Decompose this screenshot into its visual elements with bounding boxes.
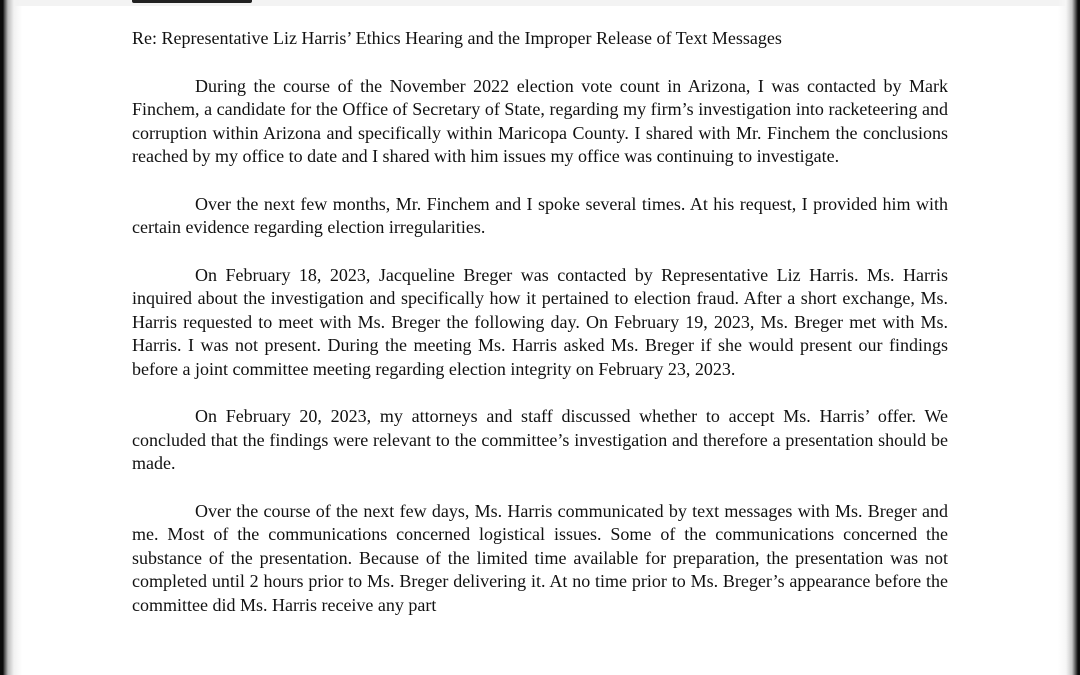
left-shadow bbox=[0, 0, 22, 675]
paragraph-1: During the course of the November 2022 election vote count in Arizona, I was contacted by Mark Finchem, a candidate for the Office of Secretary of State, regarding my firm’s investigation into racketeering and corruption within Arizona and specifically within Maricopa County. I shared with Mr. Finchem the conclusions reached by my office to date and I shared with him issues my office was continuing to investigate. bbox=[132, 75, 948, 166]
paragraph-5: Over the course of the next few days, Ms. Harris communicated by text messages with Ms. Breger and me. Most of the communications concerned logistical issues. Some of the communications concerned the substance of the presentation. Because of the limited time available for preparation, the presentation was not completed until 2 hours prior to Ms. Breger delivering it. At no time prior to Ms. Breger’s appearance before the committee did Ms. Harris receive any part bbox=[132, 500, 948, 615]
right-shadow bbox=[1058, 0, 1080, 675]
subject-line: Re: Representative Liz Harris’ Ethics Hearing and the Improper Release of Text Messages bbox=[132, 28, 782, 48]
paragraph-3: On February 18, 2023, Jacqueline Breger was contacted by Representative Liz Harris. Ms. Harris inquired about the investigation and specifically how it pertained to election fraud. After a short exchange, Ms. Harris requested to meet with Ms. Breger the following day. On February 19, 2023, Ms. Breger met with Ms. Harris. I was not present. During the meeting Ms. Harris asked Ms. Breger if she would present our findings before a joint committee meeting regarding election integrity on February 23, 2023. bbox=[132, 264, 948, 379]
letter-body bbox=[132, 27, 948, 617]
paragraph-2: Over the next few months, Mr. Finchem and I spoke several times. At his request, I provided him with certain evidence regarding election irregularities. bbox=[132, 193, 948, 237]
cropped-text-fragment bbox=[132, 0, 252, 3]
paragraph-4: On February 20, 2023, my attorneys and staff discussed whether to accept Ms. Harris’ offer. We concluded that the findings were relevant to the committee’s investigation and therefore a presentation should be made. bbox=[132, 406, 948, 473]
